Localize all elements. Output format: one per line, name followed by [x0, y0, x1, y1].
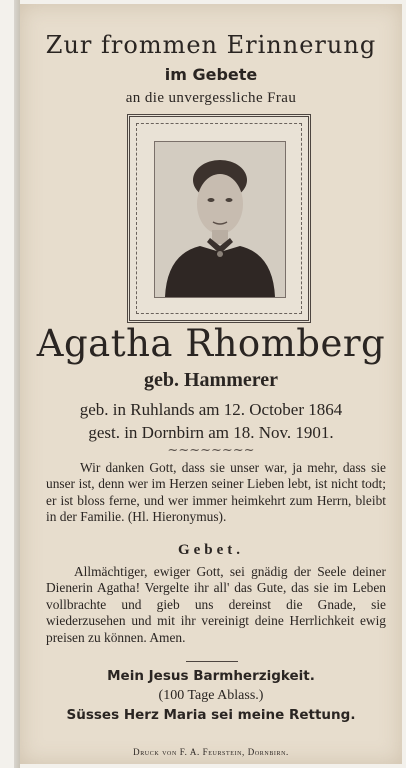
closing-line-2: (100 Tage Ablass.) [158, 688, 264, 703]
divider [186, 661, 238, 662]
quote-paragraph: Wir danken Gott, dass sie unser war, ja mehr, dass sie unser ist, denn wer im Herzen seiner Lieben lebt, ist nicht todt; er ist bloss ferne, und wer immer heimkehrt zum Herrn, bleibt in der Familie. (Hl. Hieronymus). [46, 460, 386, 525]
portrait-frame [127, 114, 311, 323]
header-subtitle: im Gebete [164, 65, 258, 84]
memorial-card [20, 4, 402, 764]
header-title: Zur frommen Erinnerung [45, 31, 377, 59]
maiden-name: geb. Hammerer [143, 369, 279, 391]
portrait-photo [154, 141, 286, 298]
death-line: gest. in Dornbirn am 18. Nov. 1901. [88, 423, 334, 442]
deceased-name: Agatha Rhomberg [36, 322, 386, 365]
header-dedication: an die unvergessliche Frau [125, 90, 297, 106]
prayer-title: Gebet. [177, 542, 245, 558]
wave-ornament: ~~~~~~~~ [167, 443, 255, 458]
printer-imprint: Druck von F. A. Feurstein, Dornbirn. [133, 747, 289, 757]
birth-line: geb. in Ruhlands am 12. October 1864 [79, 400, 343, 419]
woman-portrait-icon [155, 142, 285, 297]
closing-line-1: Mein Jesus Barmherzigkeit. [107, 668, 315, 684]
closing-line-3: Süsses Herz Maria sei meine Rettung. [66, 707, 356, 723]
prayer-paragraph: Allmächtiger, ewiger Gott, sei gnädig der Seele deiner Dienerin Agatha! Vergelte ihr all' das Gute, das sie im Leben vollbrachte und gieb uns dereinst die Gnade, sie wiederzusehen und mit ihr vereinigt deine Herrlichkeit ewig preisen zu können. Amen. [46, 564, 386, 645]
